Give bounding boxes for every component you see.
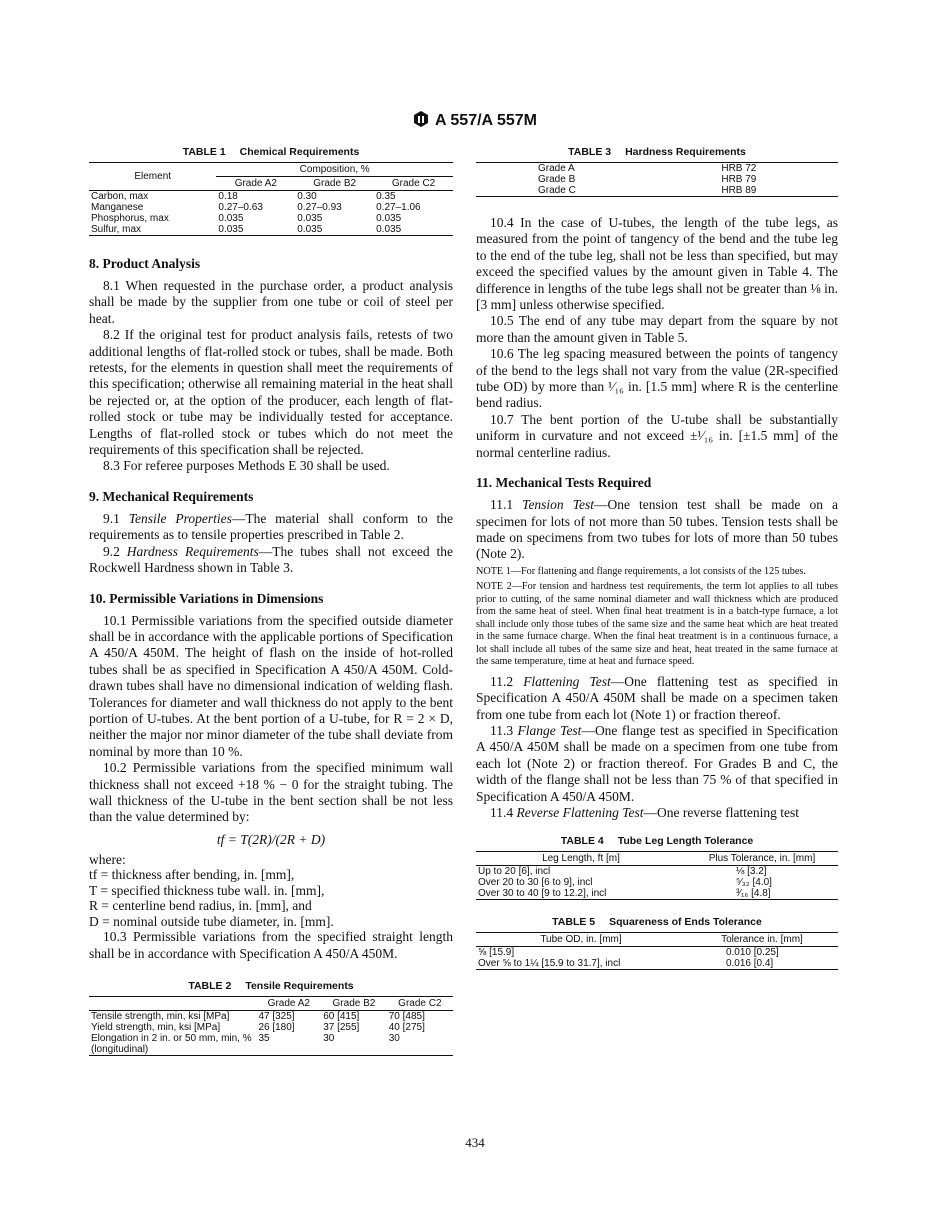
definition: tf = thickness after bending, in. [mm], — [89, 867, 295, 883]
table-row: Over ⅝ to 1¼ [15.9 to 31.7], incl 0.016 [0.4] — [476, 958, 838, 970]
para-10-3: 10.3 Permissible variations from the specified straight length shall be in accordance with Specification A 450/A 450M. — [89, 929, 453, 961]
section-11-title: 11. Mechanical Tests Required — [476, 475, 652, 491]
table-row: Tensile strength, min, ksi [MPa] 47 [325] 60 [415] 70 [485] — [91, 1011, 425, 1023]
tube-od-header: Tube OD, in. [mm] — [476, 933, 686, 947]
table-row: Elongation in 2 in. or 50 mm, min, % (longitudinal) 35 30 30 — [89, 1033, 453, 1056]
page-number: 434 — [465, 1135, 485, 1150]
table-row: ⅝ [15.9] 0.010 [0.25] — [478, 947, 779, 959]
right-column — [476, 146, 838, 970]
composition-header: Composition, % — [216, 163, 453, 177]
leg-length-header: Leg Length, ft [m] — [476, 852, 686, 866]
para-8-1: 8.1 When requested in the purchase order, a product analysis shall be made by the supplier from one tube or coil of steel per heat. — [89, 278, 453, 326]
table-row: Over 30 to 40 [9 to 12.2], incl ³⁄₁₆ [4.8] — [476, 888, 838, 900]
para-10-1: 10.1 Permissible variations from the specified outside diameter shall be in accordance with the applicable portions of Specification A 450/A 450M. The height of flash on the inside of hot-rolled tubes shall be as specified in Specification A 450/A 450M. Cold-drawn tubes shall have no dimensional indication of welding flash. Tolerances for diameter and wall thickness do not apply to the bent portion of U-tubes. At the bent portion of a U-tube, for R = 2 × D, neither the major nor minor diameter of the tube shall deviate from nominal by more than 10 %. — [89, 612, 453, 759]
element-header: Element — [89, 163, 216, 191]
astm-logo-icon — [413, 110, 429, 128]
grade-header: Grade A2 — [216, 177, 295, 191]
table-row: Grade A HRB 72 — [476, 163, 838, 175]
page-header — [0, 110, 950, 130]
table-row: Carbon, max 0.18 0.30 0.35 — [91, 191, 396, 202]
table-row: Manganese 0.27–0.63 0.27–0.93 0.27–1.06 — [91, 202, 421, 213]
grade-header: Grade A2 — [256, 997, 321, 1011]
para-10-4: 10.4 In the case of U-tubes, the length of the tube legs, as measured from the point of tangency of the bend and the tube leg to the end of the tube leg, shall not be less than specified, but may exceed the specified values by the amount given in Table 4. The difference in lengths of the tube legs shall not be greater than ⅛ in. [3 mm] unless otherwise specified. — [476, 215, 838, 313]
table3-hardness-requirements — [476, 162, 838, 197]
para-11-4: 11.4 Reverse Flattening Test—One reverse flattening test — [490, 804, 800, 820]
grade-header: Grade C2 — [387, 997, 453, 1011]
para-8-3: 8.3 For referee purposes Methods E 30 shall be used. — [103, 458, 390, 474]
table5-caption: TABLE 5 Squareness of Ends Tolerance — [552, 916, 762, 929]
table-row: Grade C HRB 89 — [476, 185, 838, 197]
note-1: NOTE 1—For flattening and flange requirements, a lot consists of the 125 tubes. — [476, 565, 806, 577]
section-8-title: 8. Product Analysis — [89, 256, 201, 271]
para-10-7: 10.7 The bent portion of the U-tube shall be substantially uniform in curvature and not exceed ±¹⁄₁₆ in. [±1.5 mm] of the normal centerline radius. — [476, 411, 838, 460]
where-label: where: — [89, 851, 126, 867]
table-row: Over 20 to 30 [6 to 9], incl ⁵⁄₃₂ [4.0] — [478, 877, 772, 889]
para-9-1: 9.1 Tensile Properties—The material shall conform to the requirements as to tensile properties prescribed in Table 2. — [89, 510, 454, 543]
para-9-2: 9.2 Hardness Requirements—The tubes shall not exceed the Rockwell Hardness shown in Table 3. — [89, 543, 453, 576]
para-11-1: 11.1 Tension Test—One tension test shall be made on a specimen for lots of not more than 50 tubes. Tension tests shall be made on specimens from two tubes for lots of more than 50 tubes (Note 2). — [476, 497, 839, 562]
para-8-2: 8.2 If the original test for product analysis fails, retests of two additional lengths of flat-rolled stock or tubes, shall be made. Both retests, for the elements in question shall meet the requirements of this specification; otherwise all remaining material in the heat shall be rejected or, at the option of the producer, each length of flat-rolled stock or tube may be individually tested for acceptance. Lengths of flat-rolled stock or tubes which do not meet the requirements of this specification shall be rejected. — [89, 327, 453, 458]
grade-header: Grade B2 — [321, 997, 387, 1011]
table4-caption: TABLE 4 Tube Leg Length Tolerance — [560, 835, 754, 848]
plus-tolerance-header: Plus Tolerance, in. [mm] — [686, 852, 838, 866]
para-10-5: 10.5 The end of any tube may depart from the square by not more than the amount given in Table 5. — [476, 313, 838, 345]
table1-chemical-requirements — [89, 162, 453, 236]
table-row: Grade B HRB 79 — [538, 174, 757, 185]
para-10-2: 10.2 Permissible variations from the specified minimum wall thickness shall not exceed +18 % − 0 for the straight tubing. The wall thickness of the U-tube in the bent section shall be not less than the value determined by: — [89, 760, 453, 825]
table-row: Sulfur, max 0.035 0.035 0.035 — [89, 224, 453, 236]
definition: T = specified thickness tube wall. in. [mm], — [89, 882, 325, 898]
grade-header: Grade C2 — [374, 177, 453, 191]
para-11-2: 11.2 Flattening Test—One flattening test as specified in Specification A 450/A 450M shall be made on a specimen taken from one tube from each lot (Note 1) or fraction thereof. — [476, 673, 838, 722]
para-10-6: 10.6 The leg spacing measured between the points of tangency of the bend to the legs shall not vary from the value (2R-specified tube OD) by more than ¹⁄₁₆ in. [1.5 mm] where R is the centerline bend radius. — [476, 346, 838, 411]
table-row: Phosphorus, max 0.035 0.035 0.035 — [91, 213, 402, 224]
left-column — [89, 146, 453, 1056]
para-11-3: 11.3 Flange Test—One flange test as specified in Specification A 450/A 450M shall be made on a specimen from one tube from each lot (Note 2) or fraction thereof. For Grades B and C, the width of the flange shall not be less than 75 % of that specified in Specification A 450/A 450M. — [476, 722, 838, 804]
table-row: Yield strength, min, ksi [MPa] 26 [180] 37 [255] 40 [275] — [91, 1022, 425, 1034]
definition: R = centerline bend radius, in. [mm], and — [89, 898, 312, 914]
section-9-title: 9. Mechanical Requirements — [89, 488, 254, 504]
tolerance-header: Tolerance in. [mm] — [686, 933, 838, 947]
table-row: Up to 20 [6], incl ⅛ [3.2] — [478, 866, 767, 878]
table2-tensile-requirements — [89, 996, 453, 1056]
table5-squareness-tolerance — [476, 932, 838, 970]
grade-header: Grade B2 — [295, 177, 374, 191]
thickness-formula: tf = T(2R)/(2R + D) — [216, 831, 326, 847]
table4-leg-length-tolerance — [476, 851, 838, 900]
designation: A 557/A 557M — [435, 112, 537, 129]
section-10-title: 10. Permissible Variations in Dimensions — [89, 590, 324, 606]
table1-caption: TABLE 1 Chemical Requirements — [182, 146, 360, 158]
table3-caption: TABLE 3 Hardness Requirements — [568, 146, 746, 158]
table2-caption: TABLE 2 Tensile Requirements — [188, 980, 354, 993]
note-2: NOTE 2—For tension and hardness test requirements, the term lot applies to all tubes prior to cutting, of the same nominal diameter and wall thickness which are produced from the same heat of steel. When final heat treatment is in a batch-type furnace, a lot shall include only those tubes of the same size and the same heat which are heat treated in the same furnace charge. When the final heat treatment is in a continuous furnace, a lot shall include all tubes of the same size and heat, heat treated in the same furnace at the same temperature, time at heat and furnace speed. — [476, 581, 838, 668]
definition: D = nominal outside tube diameter, in. [mm]. — [89, 913, 334, 929]
